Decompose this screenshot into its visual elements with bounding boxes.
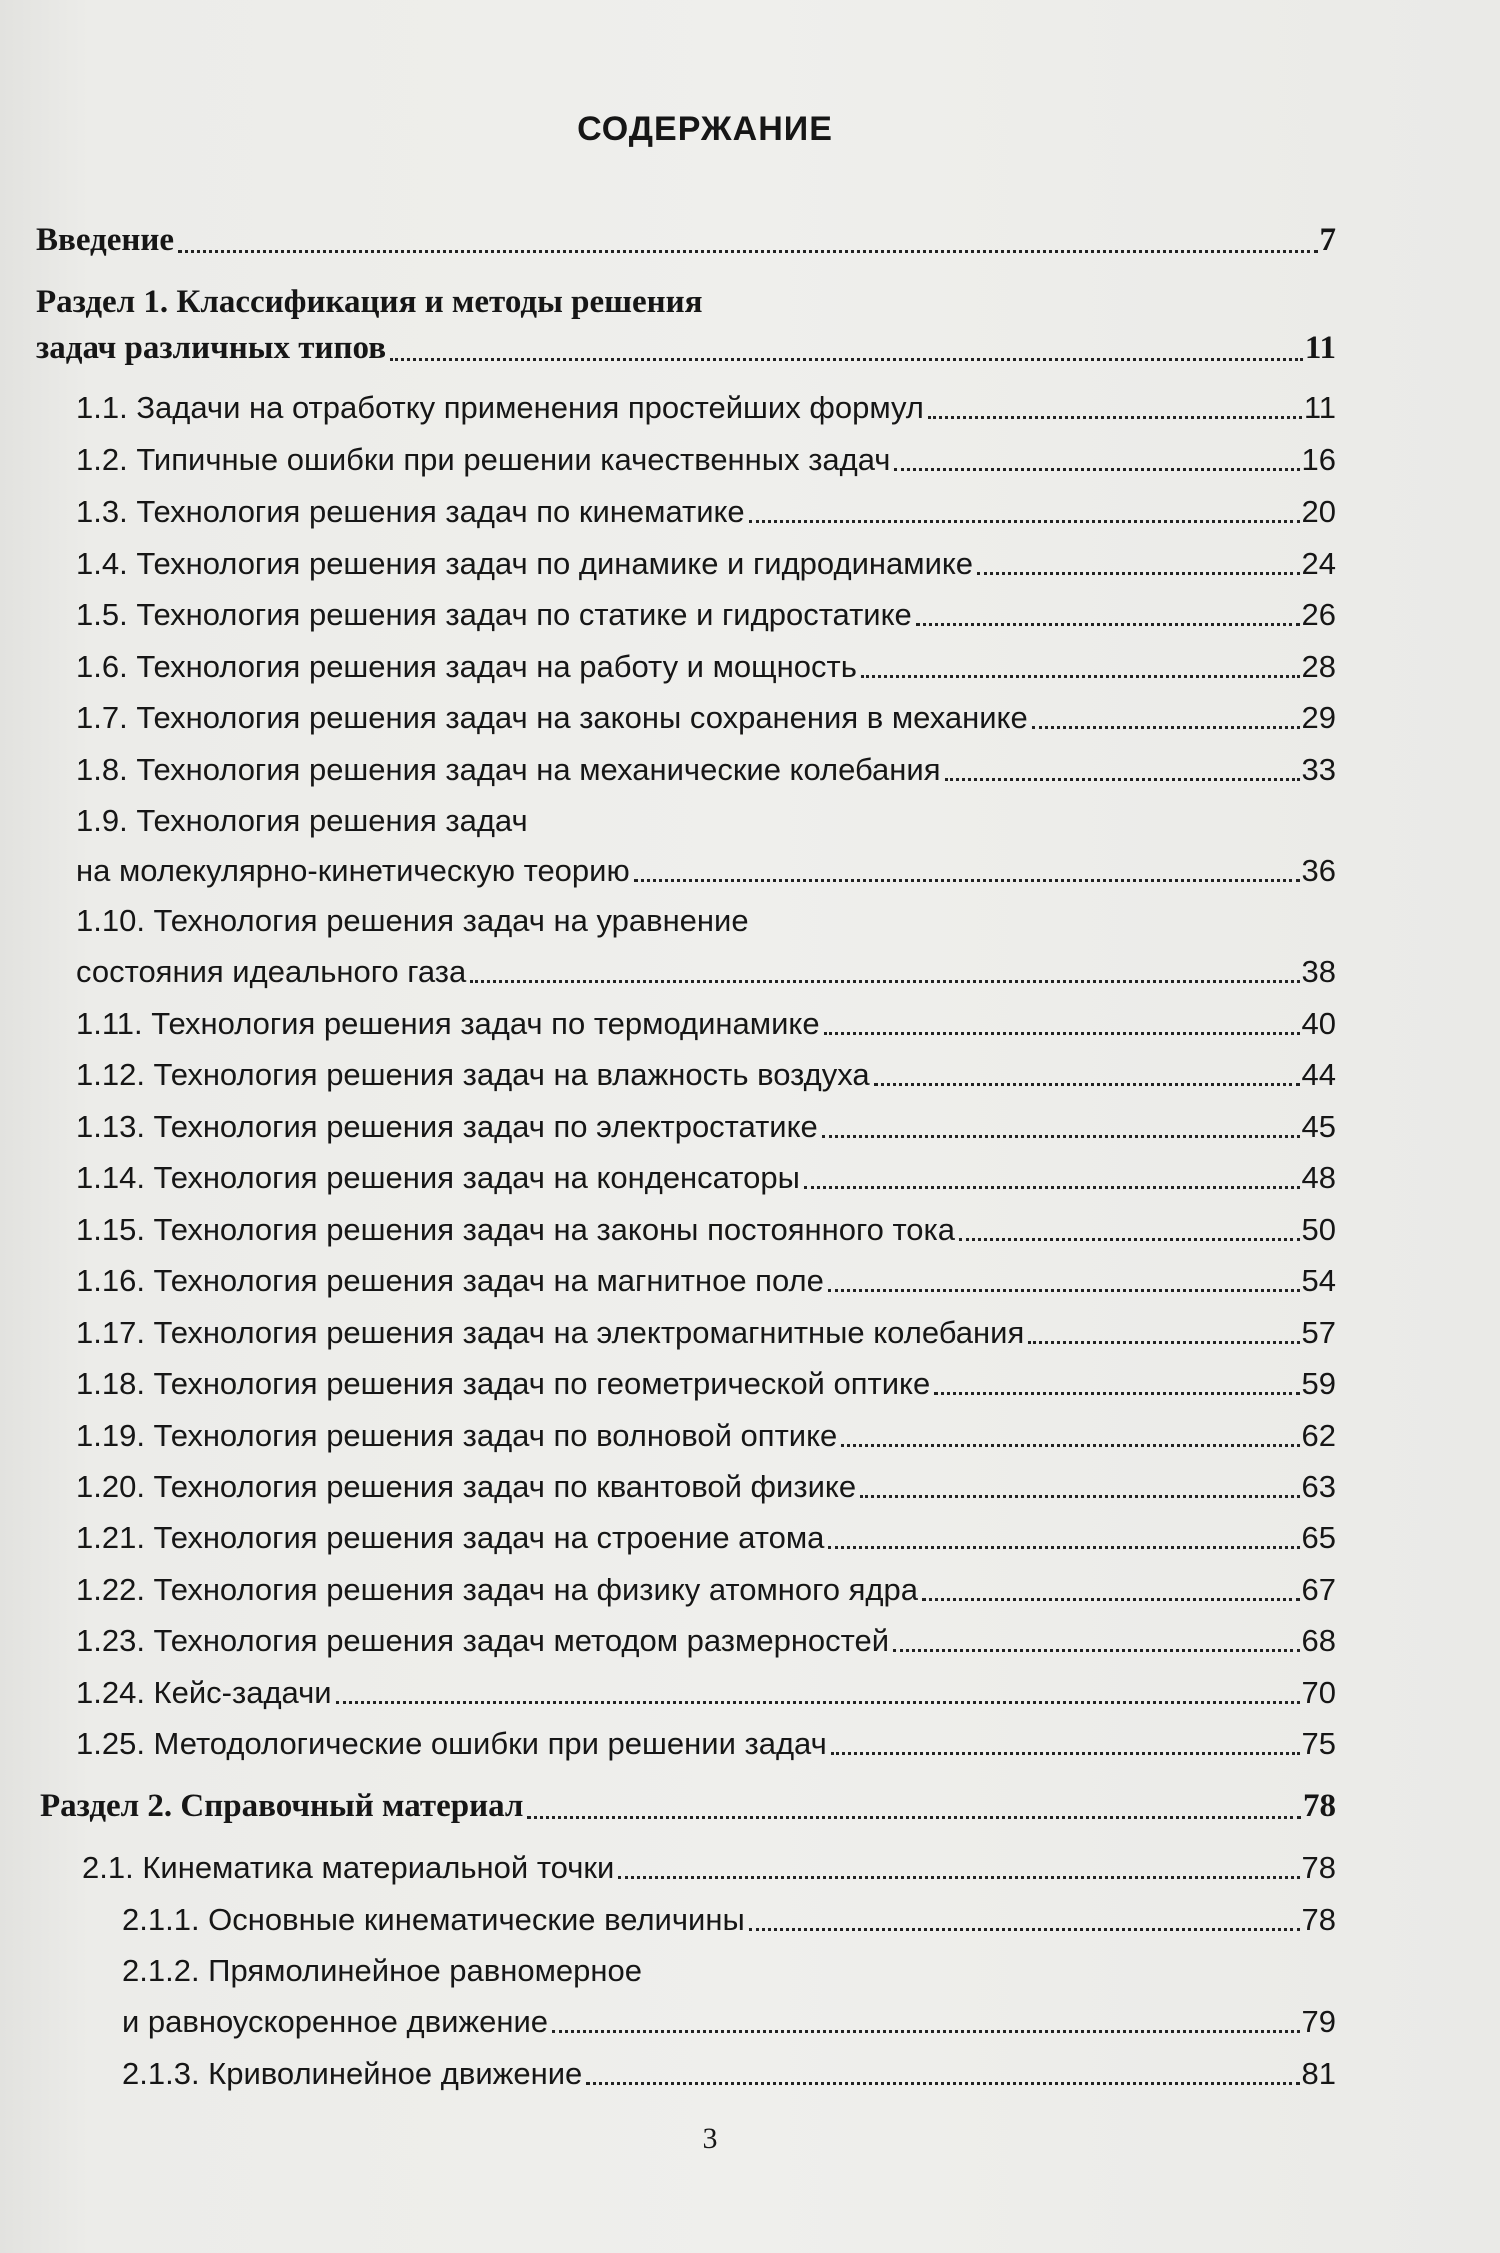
toc-entry-2-1-1: 2.1.1. Основные кинематические величины 78 (122, 1902, 1336, 1938)
toc-entry-1-21: 1.21. Технология решения задач на строение атома 65 (76, 1520, 1336, 1556)
toc-entry-1-20: 1.20. Технология решения задач по квантовой физике 63 (76, 1469, 1336, 1505)
toc-entry-1-10-line2: состояния идеального газа 38 (76, 954, 1336, 990)
toc-entry-section2: Раздел 2. Справочный материал 78 (40, 1788, 1336, 1825)
toc-entry-1-22: 1.22. Технология решения задач на физику атомного ядра 67 (76, 1572, 1336, 1608)
toc-entry-1-11: 1.11. Технология решения задач по термодинамике 40 (76, 1006, 1336, 1042)
toc-entry-2-1-2-line1: 2.1.2. Прямолинейное равномерное (122, 1953, 643, 1989)
toc-entry-1-4: 1.4. Технология решения задач по динамике и гидродинамике 24 (76, 546, 1336, 582)
page-title: СОДЕРЖАНИЕ (577, 110, 833, 148)
toc-entry-1-6: 1.6. Технология решения задач на работу и мощность 28 (76, 649, 1336, 685)
toc-entry-1-9-line1: 1.9. Технология решения задач (76, 803, 528, 839)
toc-entry-1-24: 1.24. Кейс-задачи 70 (76, 1675, 1336, 1711)
toc-entry-1-14: 1.14. Технология решения задач на конденсаторы 48 (76, 1160, 1336, 1196)
toc-entry-1-18: 1.18. Технология решения задач по геометрической оптике 59 (76, 1366, 1336, 1402)
toc-entry-1-8: 1.8. Технология решения задач на механические колебания 33 (76, 752, 1336, 788)
toc-entry-1-23: 1.23. Технология решения задач методом размерностей 68 (76, 1623, 1336, 1659)
toc-entry-1-1: 1.1. Задачи на отработку применения простейших формул 11 (76, 390, 1336, 426)
toc-entry-1-13: 1.13. Технология решения задач по электростатике 45 (76, 1109, 1336, 1145)
toc-entry-1-5: 1.5. Технология решения задач по статике и гидростатике 26 (76, 597, 1336, 633)
toc-entry-section1-line2: задач различных типов 11 (36, 330, 1336, 367)
toc-entry-2-1-2-line2: и равноускоренное движение 79 (122, 2004, 1336, 2040)
toc-entry-1-15: 1.15. Технология решения задач на законы постоянного тока 50 (76, 1212, 1336, 1248)
toc-entry-2-1: 2.1. Кинематика материальной точки 78 (82, 1850, 1336, 1886)
toc-entry-1-16: 1.16. Технология решения задач на магнитное поле 54 (76, 1263, 1336, 1299)
toc-entry-section1-line1: Раздел 1. Классификация и методы решения (36, 284, 703, 321)
toc-entry-1-2: 1.2. Типичные ошибки при решении качественных задач 16 (76, 442, 1336, 478)
toc-entry-1-10-line1: 1.10. Технология решения задач на уравнение (76, 903, 749, 939)
toc-entry-introduction: Введение 7 (36, 222, 1336, 259)
toc-entry-1-7: 1.7. Технология решения задач на законы сохранения в механике 29 (76, 700, 1336, 736)
toc-entry-1-17: 1.17. Технология решения задач на электромагнитные колебания 57 (76, 1315, 1336, 1351)
toc-entry-1-19: 1.19. Технология решения задач по волновой оптике 62 (76, 1418, 1336, 1454)
page-number: 3 (702, 2122, 718, 2155)
toc-entry-1-3: 1.3. Технология решения задач по кинематике 20 (76, 494, 1336, 530)
toc-entry-2-1-3: 2.1.3. Криволинейное движение 81 (122, 2056, 1336, 2092)
toc-entry-1-9-line2: на молекулярно-кинетическую теорию 36 (76, 853, 1336, 889)
toc-entry-1-25: 1.25. Методологические ошибки при решении задач 75 (76, 1726, 1336, 1762)
toc-entry-1-12: 1.12. Технология решения задач на влажность воздуха 44 (76, 1057, 1336, 1093)
